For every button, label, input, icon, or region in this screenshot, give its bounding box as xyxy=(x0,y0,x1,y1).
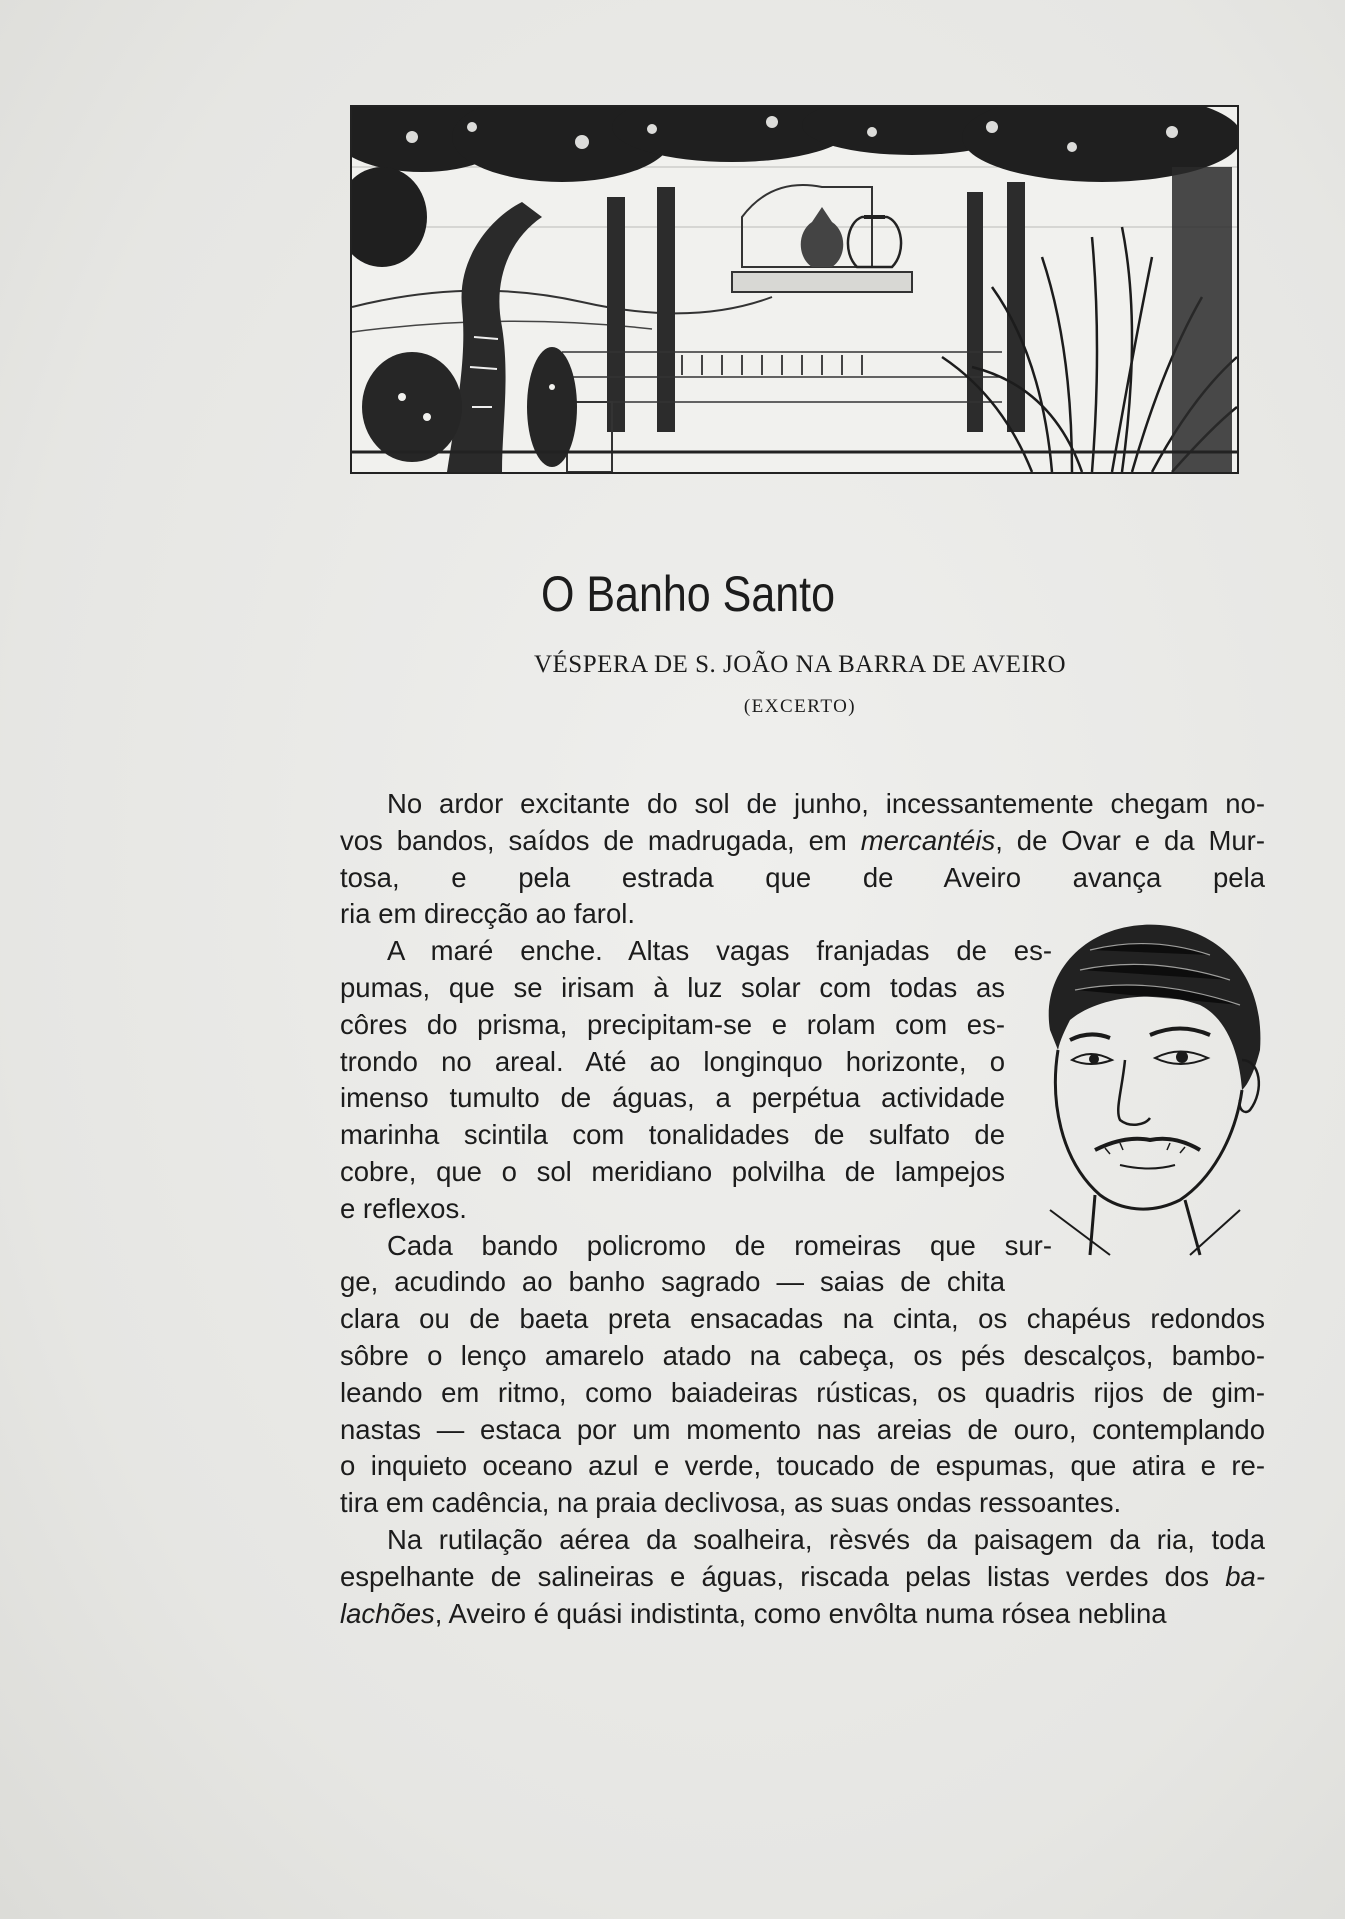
text-line: vos bandos, saídos de madrugada, em mercantéis, de Ovar e da Mur- xyxy=(340,824,1265,856)
text-line: espelhante de salineiras e águas, riscada pelas listas verdes dos ba- xyxy=(340,1560,1265,1592)
text-line: tosa, e pela estrada que de Aveiro avança pela xyxy=(340,861,1265,893)
text-line: clara ou de baeta preta ensacadas na cinta, os chapéus redondos xyxy=(340,1303,1265,1335)
text-line: cobre, que o sol meridiano polvilha de lampejos xyxy=(340,1155,1005,1187)
article-title: O Banho Santo xyxy=(540,566,836,622)
excerpt-note: (EXCERTO) xyxy=(743,696,857,717)
text-line: Na rutilação aérea da soalheira, rèsvés da paisagem da ria, toda xyxy=(387,1523,1265,1555)
text-line: A maré enche. Altas vagas franjadas de es- xyxy=(387,935,1052,967)
text-line: e reflexos. xyxy=(340,1192,467,1224)
text-line: lachões, Aveiro é quási indistinta, como envôlta numa rósea neblina xyxy=(340,1597,1167,1629)
text-line: imenso tumulto de águas, a perpétua actividade xyxy=(340,1082,1005,1114)
garden-vignette-engraving xyxy=(350,105,1239,474)
text-line: tira em cadência, na praia declivosa, as suas ondas ressoantes. xyxy=(340,1487,1122,1519)
text-line: pumas, que se irisam à luz solar com todas as xyxy=(340,971,1005,1003)
text-line: trondo no areal. Até ao longinquo horizonte, o xyxy=(340,1045,1005,1077)
text-line: Cada bando policromo de romeiras que sur- xyxy=(387,1229,1052,1261)
text-line: marinha scintila com tonalidades de sulfato de xyxy=(340,1119,1005,1151)
text-line: leando em ritmo, como baiadeiras rústicas, os quadris rijos de gim- xyxy=(340,1376,1265,1408)
text-line: côres do prisma, precipitam-se e rolam com es- xyxy=(340,1008,1005,1040)
author-portrait-sketch xyxy=(1010,910,1272,1260)
text-line: ria em direcção ao farol. xyxy=(340,898,635,930)
text-line: sôbre o lenço amarelo atado na cabeça, os pés descalços, bambo- xyxy=(340,1339,1265,1371)
article-subtitle: VÉSPERA DE S. JOÃO NA BARRA DE AVEIRO xyxy=(533,651,1066,678)
text-line: o inquieto oceano azul e verde, toucado de espumas, que atira e re- xyxy=(340,1450,1265,1482)
text-line: nastas — estaca por um momento nas areias de ouro, contemplando xyxy=(340,1413,1265,1445)
text-line: No ardor excitante do sol de junho, incessantemente chegam no- xyxy=(387,788,1265,819)
text-line: ge, acudindo ao banho sagrado — saias de chita xyxy=(340,1266,1005,1298)
